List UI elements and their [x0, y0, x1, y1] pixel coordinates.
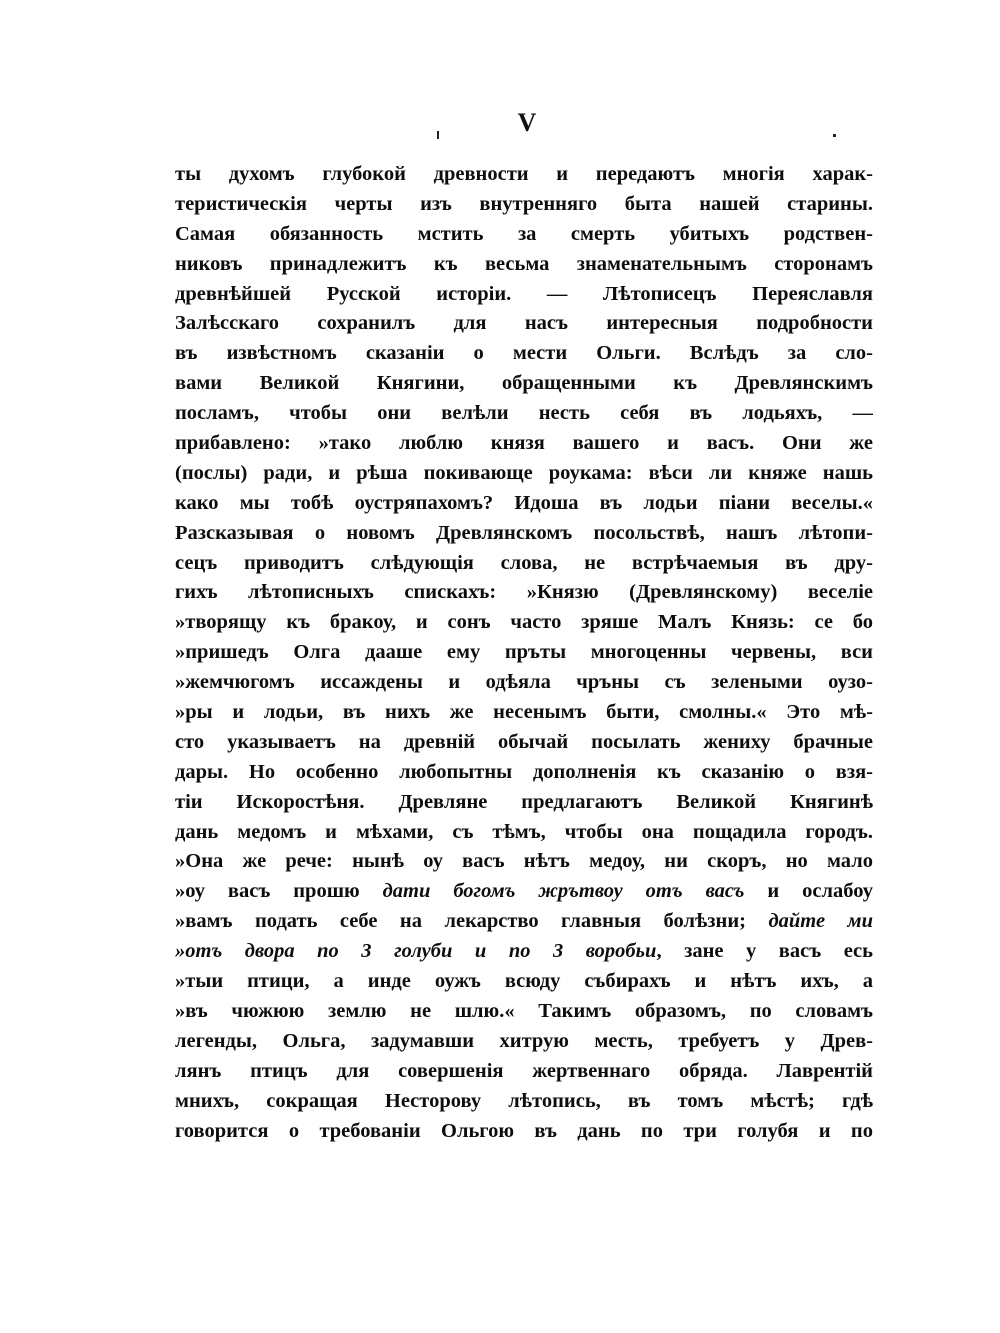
text-segment: »въ чюжюю землю не шлю.« Такимъ образомъ, по словамъ [175, 999, 873, 1022]
text-line [175, 429, 873, 459]
text-segment: »пришедъ Олга дааше ему пръты многоценны червены, вси [175, 641, 873, 664]
text-line [175, 937, 873, 967]
text-line [175, 280, 873, 310]
italic-quote-segment: дайте ми [768, 910, 873, 933]
text-line [175, 399, 873, 429]
text-line [175, 459, 873, 489]
text-segment: древнѣйшей Русской исторіи. — Лѣтописецъ Переяславля [175, 282, 873, 305]
text-segment: »ры и лодьи, въ нихъ же несенымъ быти, смолны.« Это мѣ- [175, 701, 873, 724]
text-line [175, 847, 873, 877]
text-segment: »вамъ подать себе на лекарство главныя болѣзни; [175, 910, 769, 933]
italic-quote-segment: дати богомъ жрътвоу отъ васъ [382, 880, 745, 903]
text-line [175, 818, 873, 848]
italic-quote-segment: »отъ двора по 3 голуби и по 3 воробьи [175, 940, 657, 963]
text-segment: сецъ приводитъ слѣдующія слова, не встрѣчаемыя въ дру- [175, 551, 873, 574]
scan-speck [437, 131, 439, 139]
text-line [175, 1027, 873, 1057]
text-segment: прибавлено: »тако люблю князя вашего и васъ. Они же [175, 432, 873, 455]
text-line [175, 339, 873, 369]
text-line [175, 489, 873, 519]
text-line [175, 519, 873, 549]
text-line [175, 758, 873, 788]
text-segment: , зане у васъ есь [656, 940, 873, 963]
scan-speck [833, 134, 836, 137]
text-segment: мнихъ, сокращая Несторову лѣтопись, въ томъ мѣстѣ; гдѣ [175, 1089, 873, 1112]
body-text [175, 160, 873, 1146]
text-line [175, 160, 873, 190]
text-segment: сто указываетъ на древній обычай посылать жениху брачные [175, 730, 873, 753]
text-segment: лянъ птицъ для совершенія жертвеннаго обряда. Лаврентій [175, 1059, 873, 1082]
text-segment: (послы) ради, и рѣша покивающе роукама: вѣси ли княже нашь [175, 461, 873, 484]
text-segment: ты духомъ глубокой древности и передаютъ многія харак- [175, 163, 873, 185]
page-number: V [517, 108, 537, 137]
text-segment: Самая обязанность мстить за смерть убитыхъ родствен- [175, 222, 873, 245]
text-segment: въ извѣстномъ сказаніи о мести Ольги. Вслѣдъ за сло- [175, 342, 873, 365]
text-segment: никовъ принадлежитъ къ весьма знаменательнымъ сторонамъ [175, 252, 873, 275]
text-line [175, 877, 873, 907]
text-line [175, 1117, 873, 1147]
text-segment: Залѣсскаго сохранилъ для насъ интересныя подробности [175, 312, 873, 335]
text-segment: и ослабоу [744, 880, 873, 903]
text-segment: »творящу къ бракоу, и сонъ часто зряше Малъ Князь: се бо [175, 611, 873, 634]
text-line [175, 638, 873, 668]
text-segment: вами Великой Княгини, обращенными къ Древлянскимъ [175, 372, 873, 395]
text-segment: »тыи птици, а инде оужъ всюду събирахъ и нѣтъ ихъ, а [175, 970, 873, 993]
text-segment: говорится о требованіи Ольгою въ дань по три голубя и по [175, 1119, 873, 1142]
text-line [175, 967, 873, 997]
text-segment: легенды, Ольга, задумавши хитрую месть, требуетъ у Древ- [175, 1029, 873, 1052]
text-line [175, 668, 873, 698]
text-segment: »жемчюгомъ иссаждены и одѣяла чръны съ зелеными оузо- [175, 671, 873, 694]
text-segment: Разсказывая о новомъ Древлянскомъ посольствѣ, нашъ лѣтопи- [175, 521, 873, 544]
text-line [175, 907, 873, 937]
text-line [175, 250, 873, 280]
text-segment: како мы тобѣ оустряпахомъ? Идоша въ лодьи піани веселы.« [175, 491, 873, 514]
text-line [175, 190, 873, 220]
text-segment: »Она же рече: нынѣ оу васъ нѣтъ медоу, ни скоръ, но мало [175, 850, 873, 873]
text-segment: посламъ, чтобы они велѣли несть себя въ лодьяхъ, — [175, 402, 873, 425]
text-segment: тіи Искоростѣня. Древляне предлагаютъ Великой Княгинѣ [175, 790, 873, 813]
text-line [175, 608, 873, 638]
text-line [175, 549, 873, 579]
text-line [175, 220, 873, 250]
text-line [175, 788, 873, 818]
text-line [175, 997, 873, 1027]
text-line [175, 698, 873, 728]
text-segment: дары. Но особенно любопытны дополненія къ сказанію о взя- [175, 760, 873, 783]
text-line [175, 1087, 873, 1117]
text-segment: гихъ лѣтописныхъ спискахъ: »Князю (Древлянскому) веселіе [175, 581, 873, 604]
text-line [175, 309, 873, 339]
text-line [175, 728, 873, 758]
text-segment: »оу васъ прошю [175, 880, 383, 903]
text-line [175, 578, 873, 608]
text-line [175, 1057, 873, 1087]
text-line [175, 369, 873, 399]
text-segment: теристическія черты изъ внутренняго быта нашей старины. [175, 192, 873, 215]
text-segment: дань медомъ и мѣхами, съ тѣмъ, чтобы она пощадила городъ. [175, 820, 873, 843]
